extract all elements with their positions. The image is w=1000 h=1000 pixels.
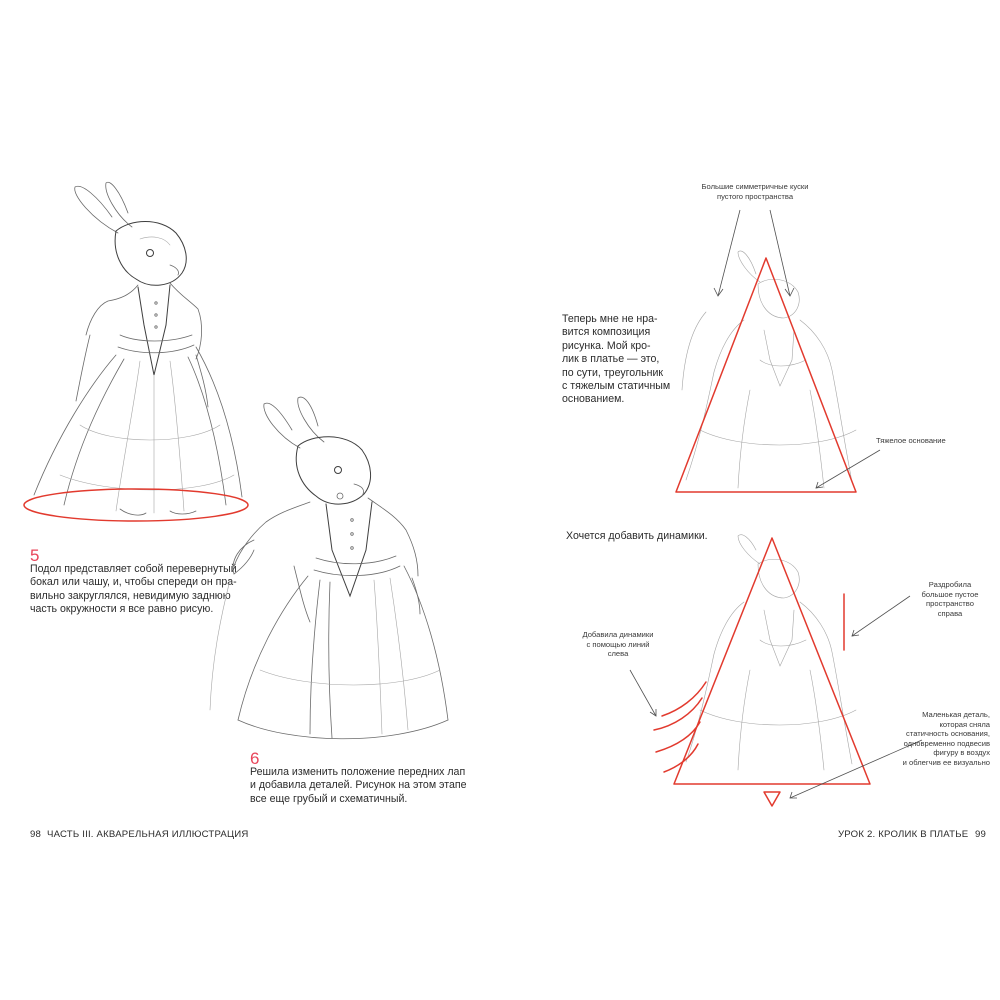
dynamics-heading: Хочется добавить динамики. — [566, 530, 708, 542]
dynamic-composition-sketch — [640, 530, 960, 820]
step5-text: Подол представляет собой перевернутый бокал или чашу, и, чтобы спереди он пра- вильно закруглялся, невидимую заднюю часть окружности я все равно рисую. — [30, 563, 237, 616]
step5-number: 5 — [30, 546, 40, 565]
left-section-title: ЧАСТЬ III. АКВАРЕЛЬНАЯ ИЛЛЮСТРАЦИЯ — [47, 829, 249, 840]
annotation-empty-space: Большие симметричные куски пустого пространства — [701, 182, 809, 201]
composition-triangle-sketch — [660, 200, 960, 510]
annotation-split-space: Раздробила большое пустое пространство справа — [921, 580, 979, 618]
left-page-number: 98 — [30, 829, 42, 840]
step6-text: Решила изменить положение передних лап и добавила деталей. Рисунок на этом этапе все еще грубый и схематичный. — [250, 766, 467, 805]
annotation-heavy-base: Тяжелое основание — [876, 436, 946, 445]
right-page-number: 99 — [975, 829, 987, 840]
dynamic-red-triangle — [674, 538, 870, 784]
rabbit-sketch-step6 — [200, 390, 460, 750]
composition-text: Теперь мне не нра- вится композиция рисунка. Мой кро- лик в платье — это, по сути, треугольник с тяжелым статичным основaнием. — [562, 313, 671, 406]
right-lesson-title: УРОК 2. КРОЛИК В ПЛАТЬЕ — [838, 829, 969, 840]
step6-number: 6 — [250, 749, 260, 768]
annotation-dynamic-lines: Добавила динамики с помощью линий слева — [582, 630, 654, 659]
annotation-small-detail: Маленькая деталь, которая сняла статичность основания, одновременно подвесив фигуру в воздух и облегчив ее визуально — [902, 710, 990, 767]
composition-red-triangle — [676, 258, 856, 492]
small-detail-triangle — [764, 792, 780, 806]
